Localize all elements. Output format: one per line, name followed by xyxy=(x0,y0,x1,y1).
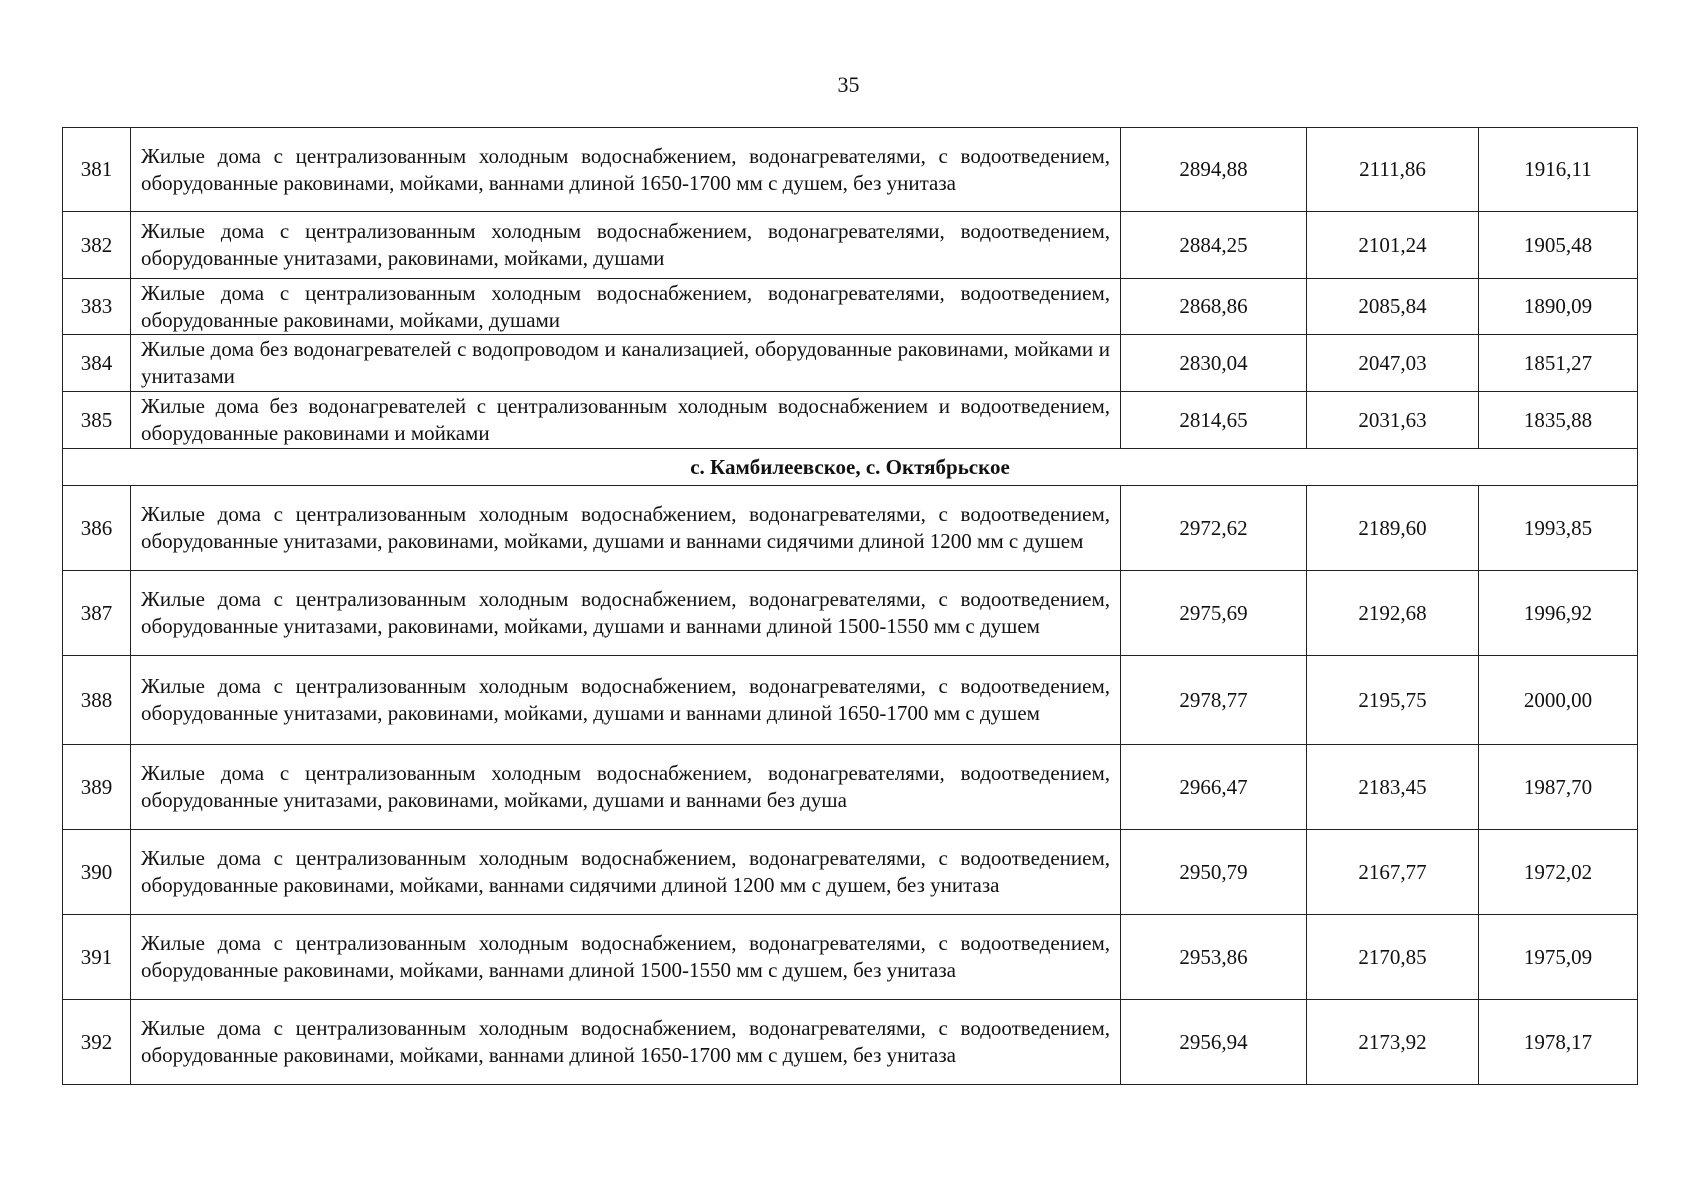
row-description: Жилые дома с централизованным холодным водоснабжением, водонагревателями, водоотведением, оборудованные унитазами, раковинами, мойками, душами xyxy=(131,212,1121,279)
table-row xyxy=(63,486,1638,571)
table-row xyxy=(63,830,1638,915)
row-description: Жилые дома с централизованным холодным водоснабжением, водонагревателями, с водоотведением, оборудованные раковинами, мойками, ваннами длиной 1500-1550 мм с душем, без унитаза xyxy=(131,915,1121,1000)
row-number: 385 xyxy=(63,392,131,449)
row-value-1: 2868,86 xyxy=(1121,279,1307,335)
row-description: Жилые дома без водонагревателей с водопроводом и канализацией, оборудованные раковинами, мойками и унитазами xyxy=(131,335,1121,392)
section-title: с. Камбилеевское, с. Октябрьское xyxy=(63,449,1638,486)
row-description: Жилые дома с централизованным холодным водоснабжением, водонагревателями, с водоотведением, оборудованные раковинами, мойками, ваннами длиной 1650-1700 мм с душем, без унитаза xyxy=(131,128,1121,212)
table-row xyxy=(63,335,1638,392)
row-number: 381 xyxy=(63,128,131,212)
row-value-3: 1905,48 xyxy=(1479,212,1638,279)
row-value-1: 2972,62 xyxy=(1121,486,1307,571)
page-number: 35 xyxy=(837,72,860,97)
row-number: 388 xyxy=(63,656,131,745)
row-value-1: 2830,04 xyxy=(1121,335,1307,392)
row-value-1: 2956,94 xyxy=(1121,1000,1307,1085)
row-number: 390 xyxy=(63,830,131,915)
row-description: Жилые дома с централизованным холодным водоснабжением, водонагревателями, с водоотведением, оборудованные раковинами, мойками, ваннами длиной 1650-1700 мм с душем, без унитаза xyxy=(131,1000,1121,1085)
row-number: 392 xyxy=(63,1000,131,1085)
table-row xyxy=(63,212,1638,279)
row-description: Жилые дома с централизованным холодным водоснабжением, водонагревателями, с водоотведением, оборудованные раковинами, мойками, ваннами сидячими длиной 1200 мм с душем, без унитаза xyxy=(131,830,1121,915)
row-value-2: 2031,63 xyxy=(1307,392,1479,449)
row-value-2: 2085,84 xyxy=(1307,279,1479,335)
table-row xyxy=(63,745,1638,830)
row-number: 384 xyxy=(63,335,131,392)
row-number: 383 xyxy=(63,279,131,335)
row-value-1: 2953,86 xyxy=(1121,915,1307,1000)
row-value-3: 1972,02 xyxy=(1479,830,1638,915)
row-value-1: 2978,77 xyxy=(1121,656,1307,745)
row-value-1: 2884,25 xyxy=(1121,212,1307,279)
section-header-row xyxy=(63,449,1638,486)
row-value-2: 2101,24 xyxy=(1307,212,1479,279)
table-row xyxy=(63,392,1638,449)
row-value-3: 2000,00 xyxy=(1479,656,1638,745)
table-row xyxy=(63,128,1638,212)
row-value-3: 1993,85 xyxy=(1479,486,1638,571)
tariff-table xyxy=(62,127,1638,1085)
row-value-2: 2189,60 xyxy=(1307,486,1479,571)
row-description: Жилые дома с централизованным холодным водоснабжением, водонагревателями, с водоотведением, оборудованные унитазами, раковинами, мойками, душами и ваннами сидячими длиной 1200 мм с душем xyxy=(131,486,1121,571)
row-number: 389 xyxy=(63,745,131,830)
row-number: 382 xyxy=(63,212,131,279)
row-value-1: 2975,69 xyxy=(1121,571,1307,656)
row-description: Жилые дома с централизованным холодным водоснабжением, водонагревателями, водоотведением, оборудованные раковинами, мойками, душами xyxy=(131,279,1121,335)
row-value-1: 2966,47 xyxy=(1121,745,1307,830)
row-value-2: 2167,77 xyxy=(1307,830,1479,915)
row-number: 386 xyxy=(63,486,131,571)
row-value-3: 1916,11 xyxy=(1479,128,1638,212)
row-value-2: 2047,03 xyxy=(1307,335,1479,392)
row-value-2: 2195,75 xyxy=(1307,656,1479,745)
row-value-1: 2894,88 xyxy=(1121,128,1307,212)
table-row xyxy=(63,915,1638,1000)
row-number: 391 xyxy=(63,915,131,1000)
table-row xyxy=(63,656,1638,745)
row-value-3: 1835,88 xyxy=(1479,392,1638,449)
row-description: Жилые дома с централизованным холодным водоснабжением, водонагревателями, водоотведением, оборудованные унитазами, раковинами, мойками, душами и ваннами без душа xyxy=(131,745,1121,830)
row-value-2: 2170,85 xyxy=(1307,915,1479,1000)
row-value-3: 1996,92 xyxy=(1479,571,1638,656)
row-value-3: 1851,27 xyxy=(1479,335,1638,392)
row-description: Жилые дома без водонагревателей с централизованным холодным водоснабжением и водоотведением, оборудованные раковинами и мойками xyxy=(131,392,1121,449)
row-description: Жилые дома с централизованным холодным водоснабжением, водонагревателями, с водоотведением, оборудованные унитазами, раковинами, мойками, душами и ваннами длиной 1650-1700 мм с душем xyxy=(131,656,1121,745)
row-value-3: 1987,70 xyxy=(1479,745,1638,830)
row-number: 387 xyxy=(63,571,131,656)
row-value-3: 1978,17 xyxy=(1479,1000,1638,1085)
table-row xyxy=(63,279,1638,335)
row-value-3: 1890,09 xyxy=(1479,279,1638,335)
row-value-2: 2111,86 xyxy=(1307,128,1479,212)
row-value-1: 2814,65 xyxy=(1121,392,1307,449)
row-value-1: 2950,79 xyxy=(1121,830,1307,915)
table-row xyxy=(63,1000,1638,1085)
row-value-2: 2183,45 xyxy=(1307,745,1479,830)
row-description: Жилые дома с централизованным холодным водоснабжением, водонагревателями, с водоотведением, оборудованные унитазами, раковинами, мойками, душами и ваннами длиной 1500-1550 мм с душем xyxy=(131,571,1121,656)
table-row xyxy=(63,571,1638,656)
row-value-2: 2192,68 xyxy=(1307,571,1479,656)
row-value-2: 2173,92 xyxy=(1307,1000,1479,1085)
row-value-3: 1975,09 xyxy=(1479,915,1638,1000)
